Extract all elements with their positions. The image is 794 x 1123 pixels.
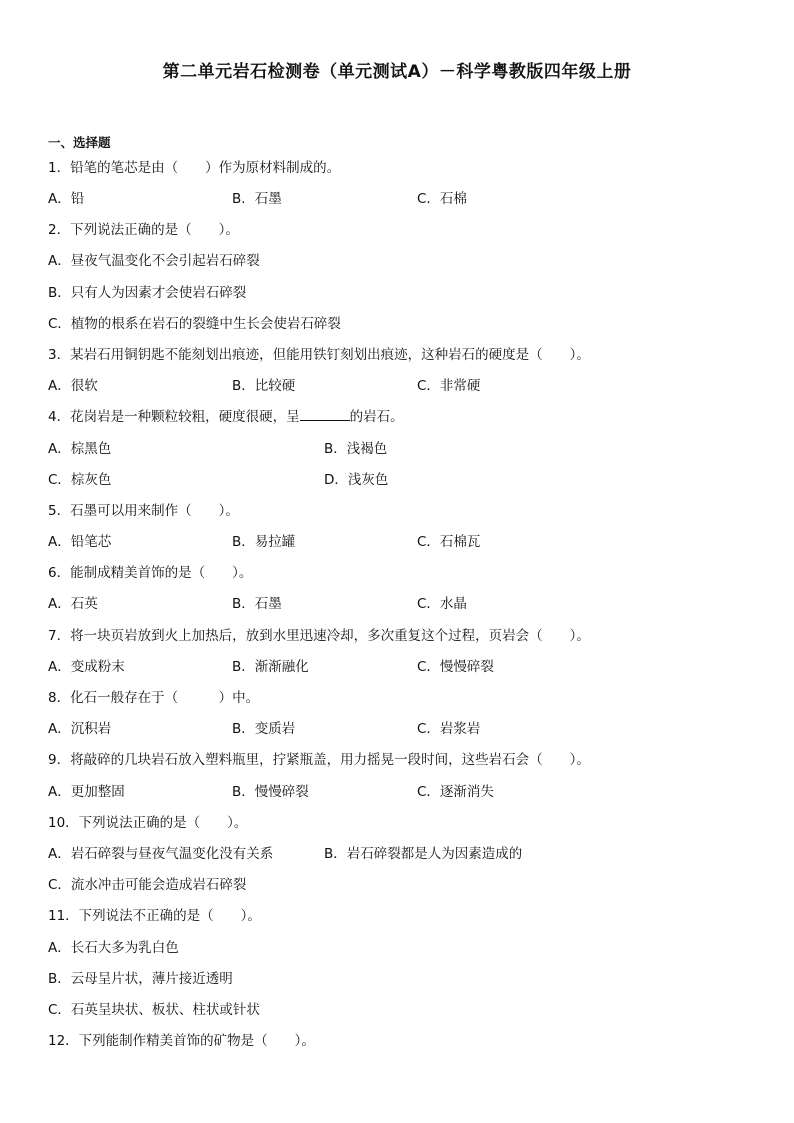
question-7-stem: 7．将一块页岩放到火上加热后，放到水里迅速冷却，多次重复这个过程，页岩会（ ）。	[48, 628, 590, 644]
q5-option-b: B．易拉罐	[232, 534, 296, 550]
q8-option-c: C．岩浆岩	[417, 721, 481, 737]
q4-stem-part-a: 4．花岗岩是一种颗粒较粗，硬度很硬，呈	[48, 409, 300, 425]
q4-option-d: D．浅灰色	[324, 472, 389, 488]
question-8-stem: 8．化石一般存在于（ ）中。	[48, 690, 260, 706]
q5-option-c: C．石棉瓦	[417, 534, 481, 550]
q6-option-a: A．石英	[48, 596, 98, 612]
q8-option-a: A．沉积岩	[48, 721, 112, 737]
question-5-stem: 5．石墨可以用来制作（ ）。	[48, 503, 239, 519]
q4-option-b: B．浅褐色	[324, 441, 388, 457]
q9-option-b: B．慢慢碎裂	[232, 784, 309, 800]
question-9-stem: 9．将敲碎的几块岩石放入塑料瓶里，拧紧瓶盖，用力摇晃一段时间，这些岩石会（ ）。	[48, 752, 590, 768]
q10-option-a: A．岩石碎裂与昼夜气温变化没有关系	[48, 846, 274, 862]
answer-blank	[300, 408, 350, 421]
question-11-stem: 11．下列说法不正确的是（ ）。	[48, 908, 261, 924]
q6-option-b: B．石墨	[232, 596, 282, 612]
question-10-stem: 10．下列说法正确的是（ ）。	[48, 815, 248, 831]
question-2-stem: 2．下列说法正确的是（ ）。	[48, 222, 239, 238]
question-12-stem: 12．下列能制作精美首饰的矿物是（ ）。	[48, 1033, 315, 1049]
section-heading: 一、选择题	[48, 135, 111, 150]
q10-option-b: B．岩石碎裂都是人为因素造成的	[324, 846, 523, 862]
q4-option-a: A．棕黑色	[48, 441, 112, 457]
q11-option-a: A．长石大多为乳白色	[48, 940, 179, 956]
q5-option-a: A．铅笔芯	[48, 534, 112, 550]
q4-option-c: C．棕灰色	[48, 472, 112, 488]
q11-option-b: B．云母呈片状，薄片接近透明	[48, 971, 233, 987]
q3-option-c: C．非常硬	[417, 378, 481, 394]
q3-option-a: A．很软	[48, 378, 98, 394]
q8-option-b: B．变质岩	[232, 721, 296, 737]
q7-option-b: B．渐渐融化	[232, 659, 309, 675]
q9-option-c: C．逐渐消失	[417, 784, 494, 800]
q2-option-b: B．只有人为因素才会使岩石碎裂	[48, 285, 247, 301]
q7-option-c: C．慢慢碎裂	[417, 659, 494, 675]
q3-option-b: B．比较硬	[232, 378, 296, 394]
q7-option-a: A．变成粉末	[48, 659, 125, 675]
q1-option-b: B．石墨	[232, 191, 282, 207]
question-4-stem	[48, 408, 404, 426]
page-title: 第二单元岩石检测卷（单元测试A）－科学粤教版四年级上册	[162, 62, 632, 82]
q1-option-a: A．铅	[48, 191, 85, 207]
q2-option-c: C．植物的根系在岩石的裂缝中生长会使岩石碎裂	[48, 316, 341, 332]
q9-option-a: A．更加整固	[48, 784, 125, 800]
q11-option-c: C．石英呈块状、板状、柱状或针状	[48, 1002, 260, 1018]
q10-option-c: C．流水冲击可能会造成岩石碎裂	[48, 877, 247, 893]
q6-option-c: C．水晶	[417, 596, 467, 612]
q1-option-c: C．石棉	[417, 191, 467, 207]
question-3-stem: 3．某岩石用铜钥匙不能刻划出痕迹，但能用铁钉刻划出痕迹，这种岩石的硬度是（ ）。	[48, 347, 590, 363]
q4-stem-part-b: 的岩石。	[349, 409, 404, 425]
question-6-stem: 6．能制成精美首饰的是（ ）。	[48, 565, 253, 581]
q2-option-a: A．昼夜气温变化不会引起岩石碎裂	[48, 253, 260, 269]
question-1-stem: 1．铅笔的笔芯是由（ ）作为原材料制成的。	[48, 160, 341, 176]
